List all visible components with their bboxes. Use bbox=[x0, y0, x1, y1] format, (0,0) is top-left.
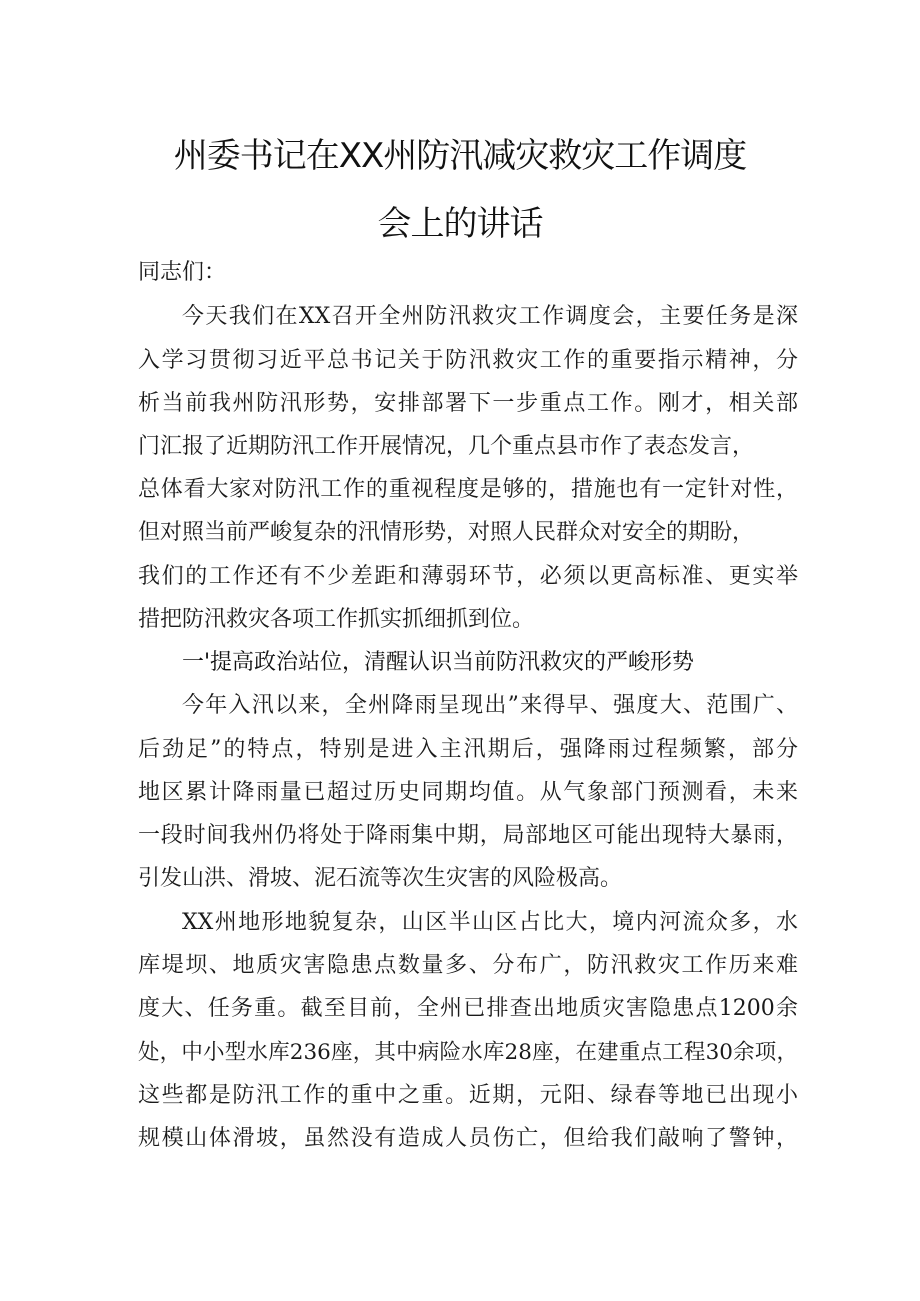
intro-line: 我们的工作还有不少差距和薄弱环节，必须以更高标准、更实举 bbox=[138, 564, 798, 589]
paragraph-3-line: 度大、任务重。截至目前，全州已排查出地质灾害隐患点1200余 bbox=[138, 996, 798, 1021]
paragraph-3-line: 这些都是防汛工作的重中之重。近期，元阳、绿春等地已出现小 bbox=[138, 1083, 798, 1108]
section-heading-1: 一'提高政治站位，清醒认识当前防汛救灾的严峻形势 bbox=[182, 650, 695, 675]
paragraph-2-line: 一段时间我州仍将处于降雨集中期，局部地区可能出现特大暴雨， bbox=[138, 823, 798, 848]
intro-line: 措把防汛救灾各项工作抓实抓细抓到位。 bbox=[138, 607, 535, 632]
salutation: 同志们： bbox=[138, 260, 227, 285]
paragraph-3-line: XX州地形地貌复杂，山区半山区占比大，境内河流众多，水 bbox=[182, 910, 798, 935]
intro-line: 入学习贯彻习近平总书记关于防汛救灾工作的重要指示精神，分 bbox=[138, 348, 798, 373]
intro-line: 总体看大家对防汛工作的重视程度是够的，措施也有一定针对性， bbox=[138, 477, 798, 502]
paragraph-3-line: 处，中小型水库236座，其中病险水库28座，在建重点工程30余项， bbox=[138, 1040, 798, 1065]
paragraph-3-line: 库堤坝、地质灾害隐患点数量多、分布广，防汛救灾工作历来难 bbox=[138, 953, 798, 978]
paragraph-3-line: 规模山体滑坡，虽然没有造成人员伤亡，但给我们敲响了警钟， bbox=[138, 1126, 798, 1151]
intro-line: 析当前我州防汛形势，安排部署下一步重点工作。刚才，相关部 bbox=[138, 391, 798, 416]
intro-line: 门汇报了近期防汛工作开展情况，几个重点县市作了表态发言， bbox=[138, 434, 755, 459]
document-title-line-1: 州委书记在XX州防汛减灾救灾工作调度 bbox=[173, 136, 747, 176]
intro-line: 但对照当前严峻复杂的汛情形势，对照人民群众对安全的期盼， bbox=[138, 520, 755, 545]
paragraph-2-line: 引发山洪、滑坡、泥石流等次生灾害的风险极高。 bbox=[138, 866, 623, 891]
document-title-line-2: 会上的讲话 bbox=[377, 204, 543, 244]
paragraph-2-line: 今年入汛以来，全州降雨呈现出”来得早、强度大、范围广、 bbox=[182, 693, 798, 718]
intro-line: 今天我们在XX召开全州防汛救灾工作调度会，主要任务是深 bbox=[182, 304, 798, 329]
paragraph-2-line: 地区累计降雨量已超过历史同期均值。从气象部门预测看，未来 bbox=[138, 780, 798, 805]
paragraph-2-line: 后劲足”的特点，特别是进入主汛期后，强降雨过程频繁，部分 bbox=[138, 737, 798, 762]
